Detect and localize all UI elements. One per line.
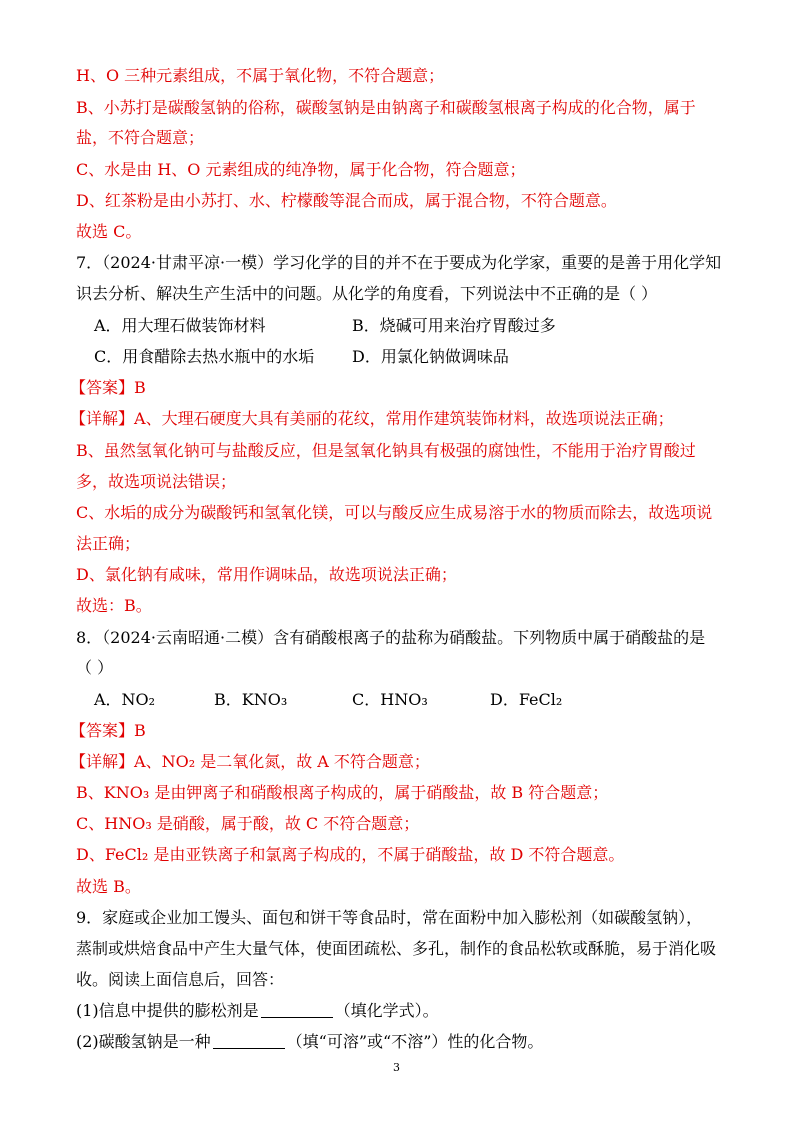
- q8-detail-line: B、KNO₃ 是由钾离子和硝酸根离子构成的，属于硝酸盐，故 B 符合题意；: [76, 783, 609, 802]
- q7-option-d: D．用氯化钠做调味品: [352, 347, 509, 366]
- q7-detail-line: C、水垢的成分为碳酸钙和氢氧化镁，可以与酸反应生成易溶于水的物质而除去，故选项说: [76, 503, 713, 522]
- answer-blank[interactable]: [261, 1001, 333, 1018]
- q8-option-b: B．KNO₃: [214, 690, 288, 709]
- q9-subquestion-2: [76, 1031, 723, 1053]
- detail-text: A、NO₂ 是二氧化氮，故 A 不符合题意；: [134, 752, 430, 771]
- answer-tag: 【答案】: [70, 721, 135, 740]
- q7-detail-line: 法正确；: [76, 534, 141, 553]
- q8-stem: 8．（2024·云南昭通·二模）含有硝酸根离子的盐称为硝酸盐。下列物质中属于硝酸盐的是: [76, 628, 706, 647]
- q6-conclusion: 故选 C。: [76, 222, 142, 241]
- q8-stem: （ ）: [76, 658, 114, 677]
- answer-blank[interactable]: [213, 1032, 285, 1049]
- q7-detail-line: 多，故选项说法错误；: [76, 472, 237, 491]
- q6-detail-line: H、O 三种元素组成，不属于氧化物，不符合题意；: [76, 66, 445, 85]
- page-number: 3: [393, 1061, 400, 1074]
- q6-detail-line: D、红茶粉是由小苏打、水、柠檬酸等混合而成，属于混合物，不符合题意。: [76, 191, 617, 210]
- q8-answer: [70, 720, 723, 742]
- q6-detail-line: B、小苏打是碳酸氢钠的俗称，碳酸氢钠是由钠离子和碳酸氢根离子构成的化合物，属于: [76, 98, 696, 117]
- q7-option-a: A．用大理石做装饰材料: [94, 316, 266, 335]
- detail-tag: 【详解】: [70, 409, 135, 428]
- detail-tag: 【详解】: [70, 752, 135, 771]
- q7-option-c: C．用食醋除去热水瓶中的水垢: [94, 347, 315, 366]
- q8-detail-line: C、HNO₃ 是硝酸，属于酸，故 C 不符合题意；: [76, 814, 420, 833]
- q8-detail-line: D、FeCl₂ 是由亚铁离子和氯离子构成的，不属于硝酸盐，故 D 不符合题意。: [76, 845, 625, 864]
- q9-subquestion-1: [76, 1000, 723, 1022]
- q7-conclusion: 故选：B。: [76, 596, 152, 615]
- q7-stem: 识去分析、解决生产生活中的问题。从化学的角度看，下列说法中不正确的是（ ）: [76, 284, 658, 303]
- q7-detail-line: B、虽然氢氧化钠可与盐酸反应，但是氢氧化钠具有极强的腐蚀性，不能用于治疗胃酸过: [76, 441, 696, 460]
- q9-stem: 收。阅读上面信息后，回答：: [76, 970, 285, 989]
- answer-value: B: [134, 721, 146, 740]
- answer-value: B: [134, 378, 146, 397]
- q9-sub1-suffix: （填化学式）。: [334, 1001, 439, 1020]
- q8-option-c: C．HNO₃: [352, 690, 428, 709]
- q9-sub2-prefix: (2)碳酸氢钠是一种: [76, 1032, 211, 1051]
- q7-detail-line: D、氯化钠有咸味，常用作调味品，故选项说法正确；: [76, 565, 457, 584]
- q8-option-d: D．FeCl₂: [490, 690, 563, 709]
- answer-tag: 【答案】: [70, 378, 135, 397]
- q7-detail: [70, 408, 723, 430]
- q8-detail: [70, 751, 723, 773]
- q6-detail-line: C、水是由 H、O 元素组成的纯净物，属于化合物，符合题意；: [76, 160, 526, 179]
- q7-option-b: B．烧碱可用来治疗胃酸过多: [352, 316, 556, 335]
- detail-text: A、大理石硬度大具有美丽的花纹，常用作建筑装饰材料，故选项说法正确；: [134, 409, 674, 428]
- q6-detail-line: 盐，不符合题意；: [76, 128, 205, 147]
- q9-stem: 9．家庭或企业加工馒头、面包和饼干等食品时，常在面粉中加入膨松剂（如碳酸氢钠），: [76, 908, 703, 927]
- q7-stem: 7．（2024·甘肃平凉·一模）学习化学的目的并不在于要成为化学家，重要的是善于用化学知: [76, 253, 722, 272]
- q9-sub2-suffix: （填“可溶”或“不溶”）性的化合物。: [286, 1032, 544, 1051]
- q7-answer: [70, 377, 723, 399]
- q9-sub1-prefix: (1)信息中提供的膨松剂是: [76, 1001, 259, 1020]
- q8-option-a: A．NO₂: [94, 690, 156, 709]
- q8-conclusion: 故选 B。: [76, 877, 141, 896]
- q9-stem: 蒸制或烘焙食品中产生大量气体，使面团疏松、多孔，制作的食品松软或酥脆，易于消化吸: [76, 939, 717, 958]
